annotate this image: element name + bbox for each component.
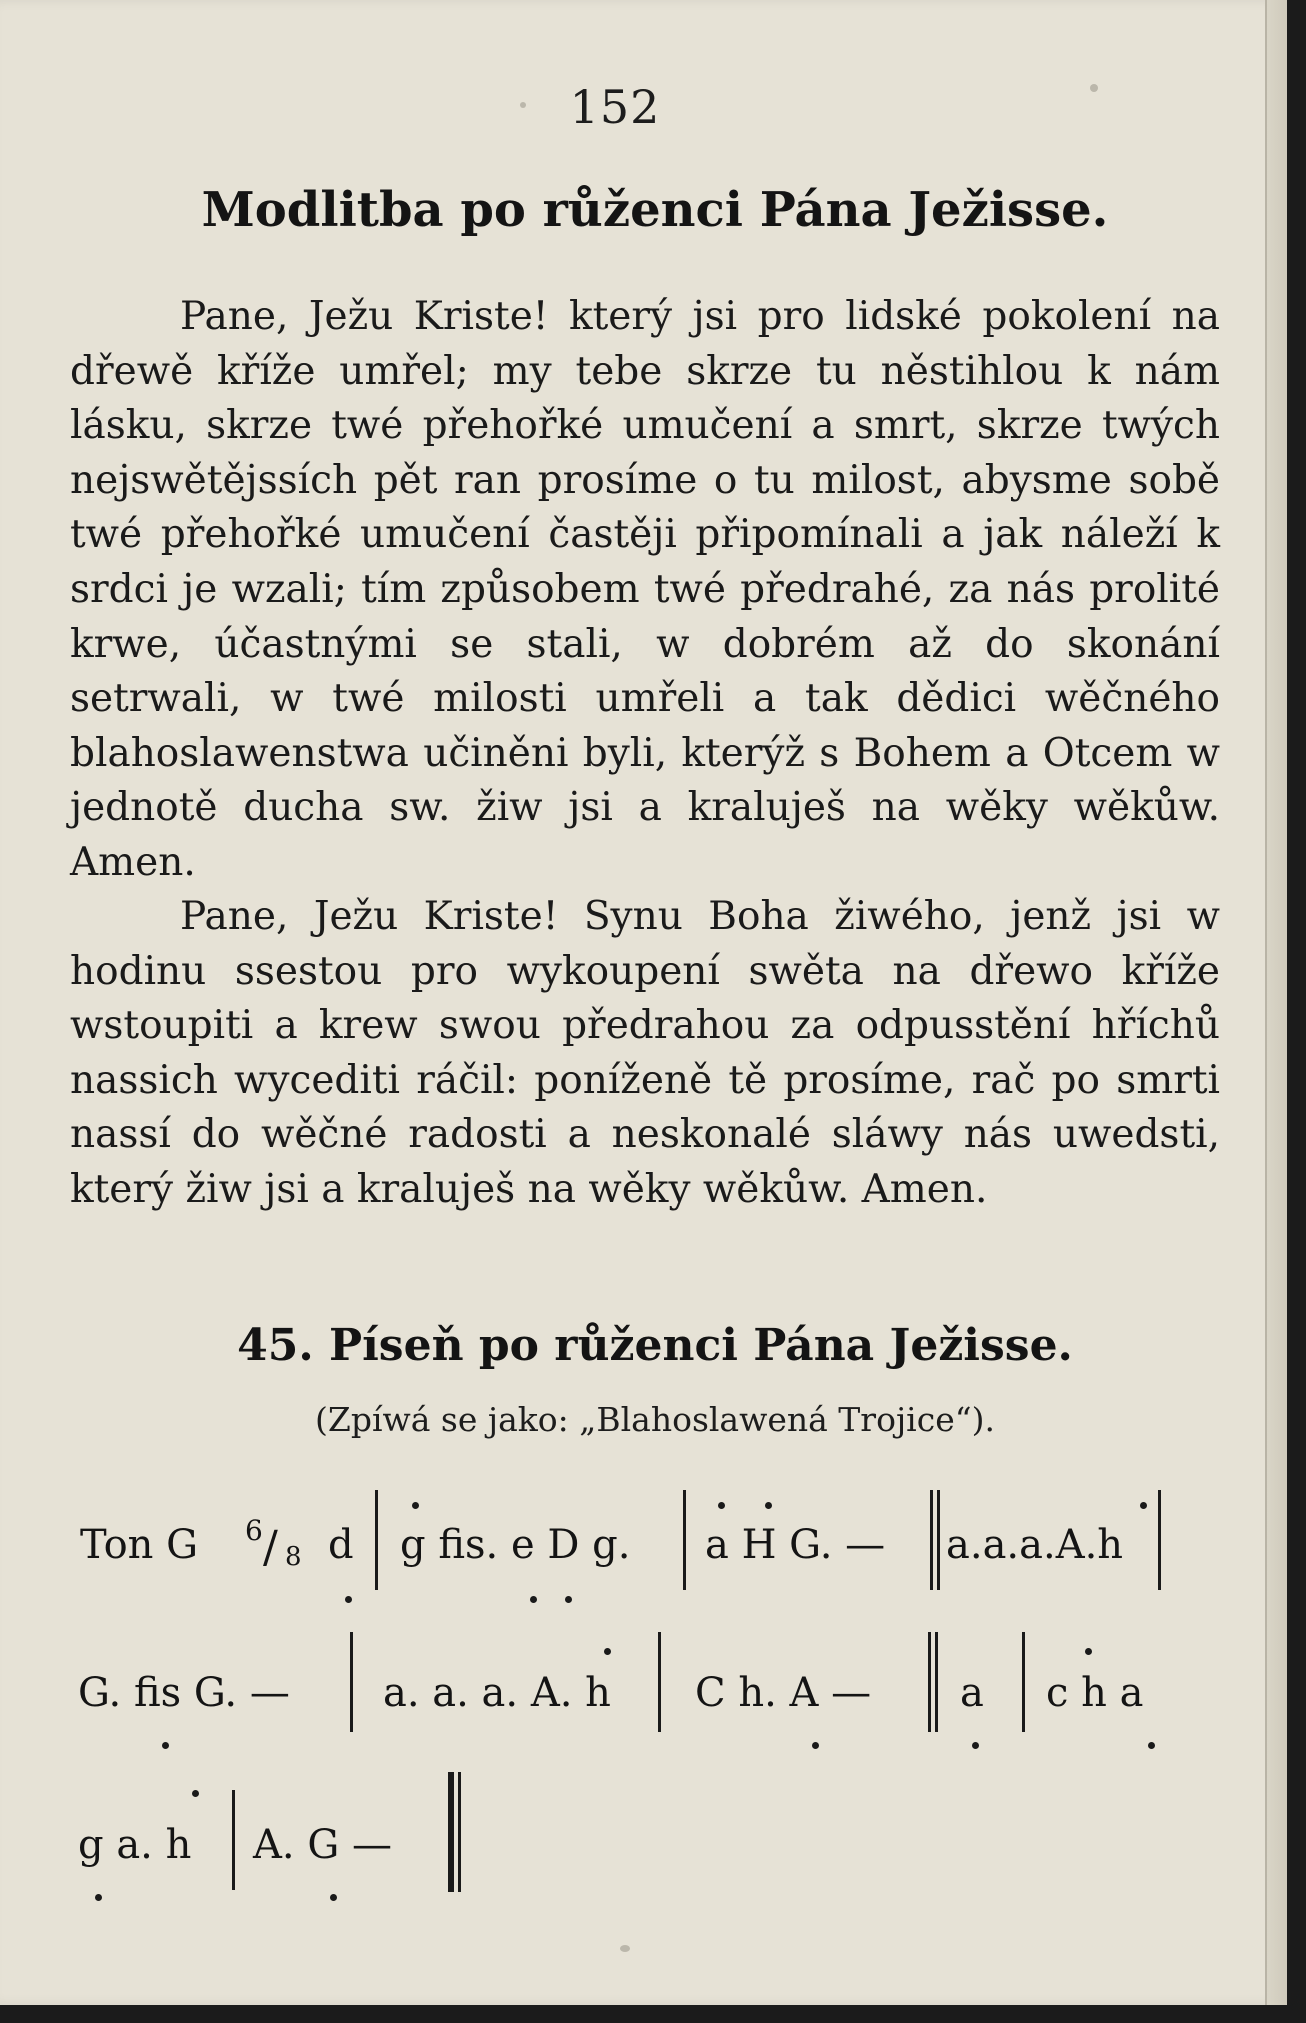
meter-slash: / [263, 1522, 278, 1573]
bar-line [1022, 1632, 1025, 1732]
octave-dot [192, 1790, 199, 1797]
octave-dot [162, 1742, 169, 1749]
measure-5: c h a [1046, 1670, 1144, 1716]
measure-1: g fis. e D g. [400, 1522, 631, 1568]
bar-line [350, 1632, 353, 1732]
paragraph-text: Pane, Ježu Kriste! který jsi pro lidské pokolení na dřewě kříže umřel; my tebe skrze tu něstihlou k nám lásku, skrze twé přehořké umučení a smrt, skrze twých nejswětějssích pět ran prosíme o tu milost, abysme sobě twé přehořké umučení častěji připomínali a jak náleží k srdci je wzali; tím způsobem twé předrahé, za nás prolité krwe, účastnými se stali, w dobrém až do skonání setrwali, w twé milosti umřeli a tak dědici wěčného blahoslawenstwa učiněni byli, kterýž s Bohem a Otcem w jednotě ducha sw. žiw jsi a kraluješ na wěky wěkůw. Amen. [70, 294, 1220, 885]
measure-1: G. fis G. — [78, 1670, 290, 1716]
octave-dot [972, 1742, 979, 1749]
measure-4: a [960, 1670, 984, 1716]
hymn-title-text: Píseň po růženci Pána Ježisse. [329, 1320, 1073, 1371]
page-gutter [1265, 0, 1287, 2005]
octave-dot [1085, 1648, 1092, 1655]
final-bar-line [458, 1772, 461, 1892]
octave-dot [412, 1502, 419, 1509]
hymn-tune-note: (Zpíwá se jako: „Blahoslawená Trojice“). [315, 1400, 995, 1439]
measure-3: C h. A — [695, 1670, 872, 1716]
measure-2: a H G. — [705, 1522, 886, 1568]
final-bar-line [448, 1772, 454, 1892]
pickup-note: d [328, 1522, 354, 1568]
bar-line [658, 1632, 661, 1732]
measure-2: a. a. a. A. h [383, 1670, 611, 1716]
measure-3: a.a.a.A.h [946, 1522, 1124, 1568]
paragraph-text: Pane, Ježu Kriste! Synu Boha žiwého, jenž jsi w hodinu ssestou pro wykoupení swěta na dřewo kříže wstoupiti a krew swou předrahou za odpusstění hříchů nassich wycediti ráčil: poníženě tě prosíme, rač po smrti nassí do wěčné radosti a neskonalé sláwy nás uwedsti, který žiw jsi a kraluješ na wěky wěkůw. Amen. [70, 894, 1220, 1212]
bar-line [683, 1490, 686, 1590]
paper-speck [520, 102, 526, 108]
meter-denominator: 8 [285, 1542, 302, 1572]
meter-numerator: 6 [245, 1514, 263, 1547]
octave-dot [718, 1502, 725, 1509]
double-bar-line [930, 1490, 933, 1590]
paper-speck [1090, 84, 1098, 92]
octave-dot [345, 1596, 352, 1603]
octave-dot [765, 1502, 772, 1509]
bar-line [375, 1490, 378, 1590]
prayer-title: Modlitba po růženci Pána Ježisse. [201, 182, 1109, 238]
octave-dot [95, 1894, 102, 1901]
octave-dot [330, 1894, 337, 1901]
octave-dot [1148, 1742, 1155, 1749]
page-number: 152 [569, 80, 661, 134]
tone-label: Ton G [80, 1522, 199, 1568]
double-bar-line [928, 1632, 931, 1732]
double-bar-line [937, 1490, 940, 1590]
bar-line [232, 1790, 235, 1890]
octave-dot [812, 1742, 819, 1749]
measure-1: g a. h [78, 1822, 192, 1868]
hymn-number: 45. [237, 1320, 314, 1371]
octave-dot [530, 1596, 537, 1603]
paper-speck [620, 1945, 630, 1952]
octave-dot [1140, 1502, 1147, 1509]
octave-dot [604, 1648, 611, 1655]
bar-line [1158, 1490, 1161, 1590]
measure-2: A. G — [253, 1822, 392, 1868]
octave-dot [565, 1596, 572, 1603]
double-bar-line [935, 1632, 938, 1732]
